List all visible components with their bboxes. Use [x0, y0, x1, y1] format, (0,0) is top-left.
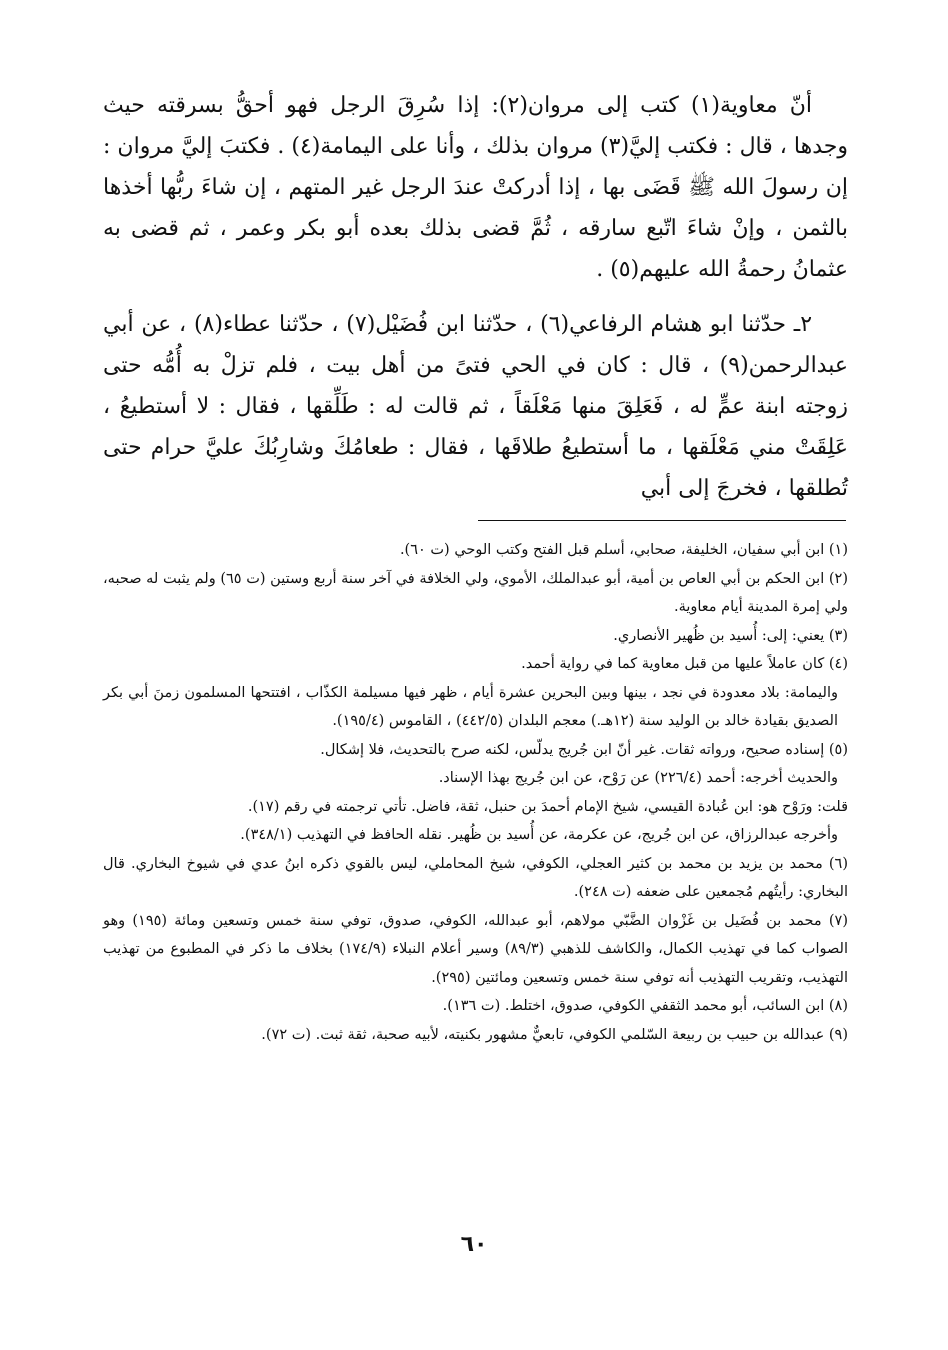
- footnote-separator: [478, 520, 846, 521]
- footnote-4: (٤) كان عاملاً عليها من قبل معاوية كما في رواية أحمد.: [521, 656, 848, 672]
- footnote-4-continuation: واليمامة: بلاد معدودة في نجد ، بينها وبين البحرين عشرة أيام ، ظهر فيها مسيلمة الكذّاب ، افتتحها المسلمون زمنَ أبي بكر الصديق بقيادة خالد بن الوليد سنة (١٢هـ.) معجم البلدان (٤٤٢/٥) ، القاموس (١٩٥/٤).: [103, 684, 838, 729]
- footnote-2: (٢) ابن الحكم بن أبي العاص بن أمية، أبو عبدالملك، الأموي، ولي الخلافة في آخر سنة أربع وستين (ت ٦٥) ولم يثبت له صحبه، ولي إمرة المدينة أيام معاوية.: [103, 570, 848, 615]
- footnotes: [103, 536, 848, 1049]
- footnote-5: (٥) إسناده صحيح، ورواته ثقات. غير أنّ ابن جُريج يدلّس، لكنه صرح بالتحديث، فلا إشكال.: [320, 741, 848, 758]
- footnote-1: (١) ابن أبي سفيان، الخليفة، صحابي، أسلم قبل الفتح وكتب الوحي (ت ٦٠).: [399, 542, 848, 558]
- footnote-5-continuation-3: وأخرجه عبدالرزاق، عن ابن جُريج، عن عكرمة، عن أُسيد بن ظُهير. نقله الحافظ في التهذيب (٣٤٨/١).: [240, 827, 838, 843]
- page-number: ٦٠: [460, 1232, 488, 1257]
- footnote-5-continuation-1: والحديث أخرجه: أحمد (٢٢٦/٤) عن رَوْح، عن ابن جُريج بهذا الإسناد.: [438, 770, 838, 786]
- footnote-3: (٣) يعني: إلى: أُسيد بن ظُهير الأنصاري.: [613, 627, 848, 644]
- main-text: [103, 85, 848, 509]
- main-paragraph-2: ٢ـ حدّثنا ابو هشام الرفاعي(٦) ، حدّثنا ابن فُضَيْل(٧) ، حدّثنا عطاء(٨) ، عن أبي عبدالرحمن(٩) ، قال : كان في الحي فتىً من أهل بيت ، فلم تزلْ به أُمُّه حتى زوجته ابنة عمٍّ له ، فَعَلِقَ منها مَعْلَقاً ، ثم قالت له : طَلِّقها ، فقال : لا أستطيعُ ، عَلِقَتْ مني مَعْلَقها ، ما أستطيعُ طلاقَها ، فقال : طعامُكَ وشارِبُكَ عليَّ حرام حتى تُطلقها ، فخرجَ إلى أبي: [103, 312, 848, 501]
- main-paragraph-1: أنّ معاوية(١) كتب إلى مروان(٢): إذا سُرِقَ الرجل فهو أحقُّ بسرقته حيث وجدها ، قال : فكتب إليَّ(٣) مروان بذلك ، وأنا على اليمامة(٤) . فكتبَ إليَّ مروان : إن رسولَ الله ﷺ قَضَى بها ، إذا أدركتْ عندَ الرجل غير المتهم ، إن شاءَ ربُّها أخذها بالثمن ، وإنْ شاءَ اتّبع سارقه ، ثُمَّ قضى بذلك بعده أبو بكر وعمر ، ثم قضى به عثمانُ رحمةُ الله عليهم(٥) .: [103, 93, 848, 282]
- footnote-6: (٦) محمد بن يزيد بن محمد بن كثير العجلي، الكوفي، شيخ المحاملي، ليس بالقوي ذكره ابنُ عدي في شيوخ البخاري. قال البخاري: رأيتُهم مُجمعين على ضعفه (ت ٢٤٨).: [103, 855, 848, 900]
- footnote-7: (٧) محمد بن فُضَيل بن غَزْوان الضَّبّي مولاهم، أبو عبدالله، الكوفي، صدوق، توفي سنة خمس وتسعين ومائة (١٩٥) وهو الصواب كما في تهذيب الكمال، والكاشف للذهبي (٨٩/٣) وسير أعلام النبلاء (١٧٤/٩) بخلاف ما ذكر في المطبوع من تهذيب التهذيب، وتقريب التهذيب أنه توفي سنة خمس وتسعين ومائتين (٢٩٥).: [103, 912, 848, 986]
- footnote-5-continuation-2: قلت: ورَوْح هو: ابن عُبادة القيسي، شيخ الإمام أحمدَ بن حنبل، ثقة، فاضل. تأتي ترجمته في رقم (١٧).: [247, 798, 848, 815]
- footnote-9: (٩) عبدالله بن حبيب بن ربيعة السّلمي الكوفي، تابعيٌّ مشهور بكنيته، لأبيه صحبة، ثقة ثبت. (ت ٧٢).: [261, 1026, 848, 1043]
- footnote-8: (٨) ابن السائب، أبو محمد الثقفي الكوفي، صدوق، اختلط. (ت ١٣٦).: [442, 998, 848, 1014]
